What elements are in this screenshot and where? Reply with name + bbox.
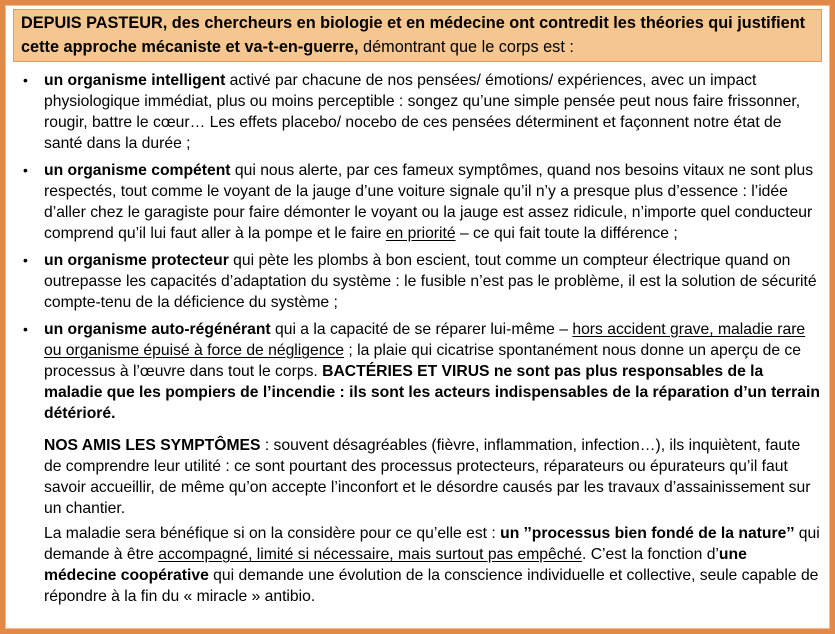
text-segment: qui a la capacité de se réparer lui-même – — [270, 321, 573, 338]
text-segment: une médecine coopérative — [44, 546, 747, 584]
text-segment: un organisme compétent — [44, 162, 231, 179]
text-segment: accompagné, limité si nécessaire, mais surtout pas empêché — [158, 546, 583, 563]
text-segment: NOS AMIS LES SYMPTÔMES — [44, 437, 261, 454]
text-segment: hors accident grave, maladie rare ou organisme épuisé à force de négligence — [44, 321, 806, 359]
text-segment: un organisme protecteur — [44, 252, 229, 269]
bullet-list — [13, 70, 822, 424]
text-segment: : souvent désagréables (fièvre, inflammation, infection…), ils inquiètent, faute de comprendre leur utilité : ce sont pourtant des processus protecteurs, réparateurs ou épurateurs qu’il faut savoir accueillir, de même qu’on accepte l’inconfort et le désordre causés par les travaux d’assainissement sur un chantier. — [44, 437, 811, 517]
header-text — [21, 11, 814, 59]
text-segment: BACTÉRIES ET VIRUS ne sont pas plus responsables de la maladie que les pompiers de l’incendie : ils sont les acteurs indispensables de la réparation d’un terrain détérioré. — [44, 363, 820, 422]
text-segment: démontrant que le corps est : — [358, 38, 574, 56]
bullet-item-organisme-intelligent — [13, 70, 822, 154]
bullet-item-organisme-protecteur — [13, 250, 822, 313]
text-segment: activé par chacune de nos pensées/ émotions/ expériences, avec un impact physiologique immédiat, plus ou moins perceptible : songez qu’une simple pensée peut nous faire frissonner, rougir, battre le cœur… Les effets placebo/ nocebo de ces pensées déterminent et façonnent notre état de santé dans la durée ; — [44, 72, 801, 152]
paragraph-nos-amis-les-symptomes — [44, 435, 822, 519]
text-segment: . C’est la fonction d’ — [582, 546, 719, 563]
text-segment: un ’’processus bien fondé de la nature’’ — [500, 525, 795, 542]
text-segment: – ce qui fait toute la différence ; — [455, 225, 678, 242]
text-segment: un organisme intelligent — [44, 72, 226, 89]
bullet-icon: • — [23, 252, 28, 268]
bullet-text — [44, 160, 822, 244]
text-segment: qui nous alerte, par ces fameux symptômes, quand nos besoins vitaux ne sont plus respectés, tout comme le voyant de la jauge d’une voiture signale qu’il n’y a presque plus d’essence : l’idée d’aller chez le garagiste pour faire démonter le voyant ou la jauge est assez ridicule, n’importe quel conducteur comprend qu’il lui faut aller à la pompe et le faire — [44, 162, 814, 242]
bullet-item-organisme-auto-regenerant — [13, 319, 822, 424]
bullet-icon: • — [23, 321, 28, 337]
text-segment: qui pète les plombs à bon escient, tout comme un compteur électrique quand on outrepasse les capacités d’adaptation du système : le fusible n’est pas le problème, il est la solution de sécurité compte-tenu de la déficience du système ; — [44, 252, 817, 311]
text-segment: un organisme auto-régénérant — [44, 321, 271, 338]
bullet-text — [44, 319, 822, 424]
text-segment: ; la plaie qui cicatrise spontanément nous donne un aperçu de ce processus à l’œuvre dans tout le corps. — [44, 342, 801, 380]
paragraph-la-maladie — [44, 523, 822, 607]
bullet-item-organisme-competent — [13, 160, 822, 244]
bullet-icon: • — [23, 72, 28, 88]
text-segment: qui demande à être — [44, 525, 820, 563]
bullet-text — [44, 250, 822, 313]
text-segment: en priorité — [385, 225, 456, 242]
text-segment: La maladie sera bénéfique si on la considère pour ce qu’elle est : — [44, 525, 501, 542]
text-segment: DEPUIS PASTEUR, des chercheurs en biologie et en médecine ont contredit les théories qui justifient cette approche mécaniste et va-t-en-guerre, — [21, 14, 806, 56]
text-segment: qui demande une évolution de la conscience individuelle et collective, seule capable de répondre à la fin du « miracle » antibio. — [44, 567, 819, 605]
bullet-text — [44, 70, 822, 154]
bullet-icon: • — [23, 162, 28, 178]
header-block — [13, 9, 822, 62]
